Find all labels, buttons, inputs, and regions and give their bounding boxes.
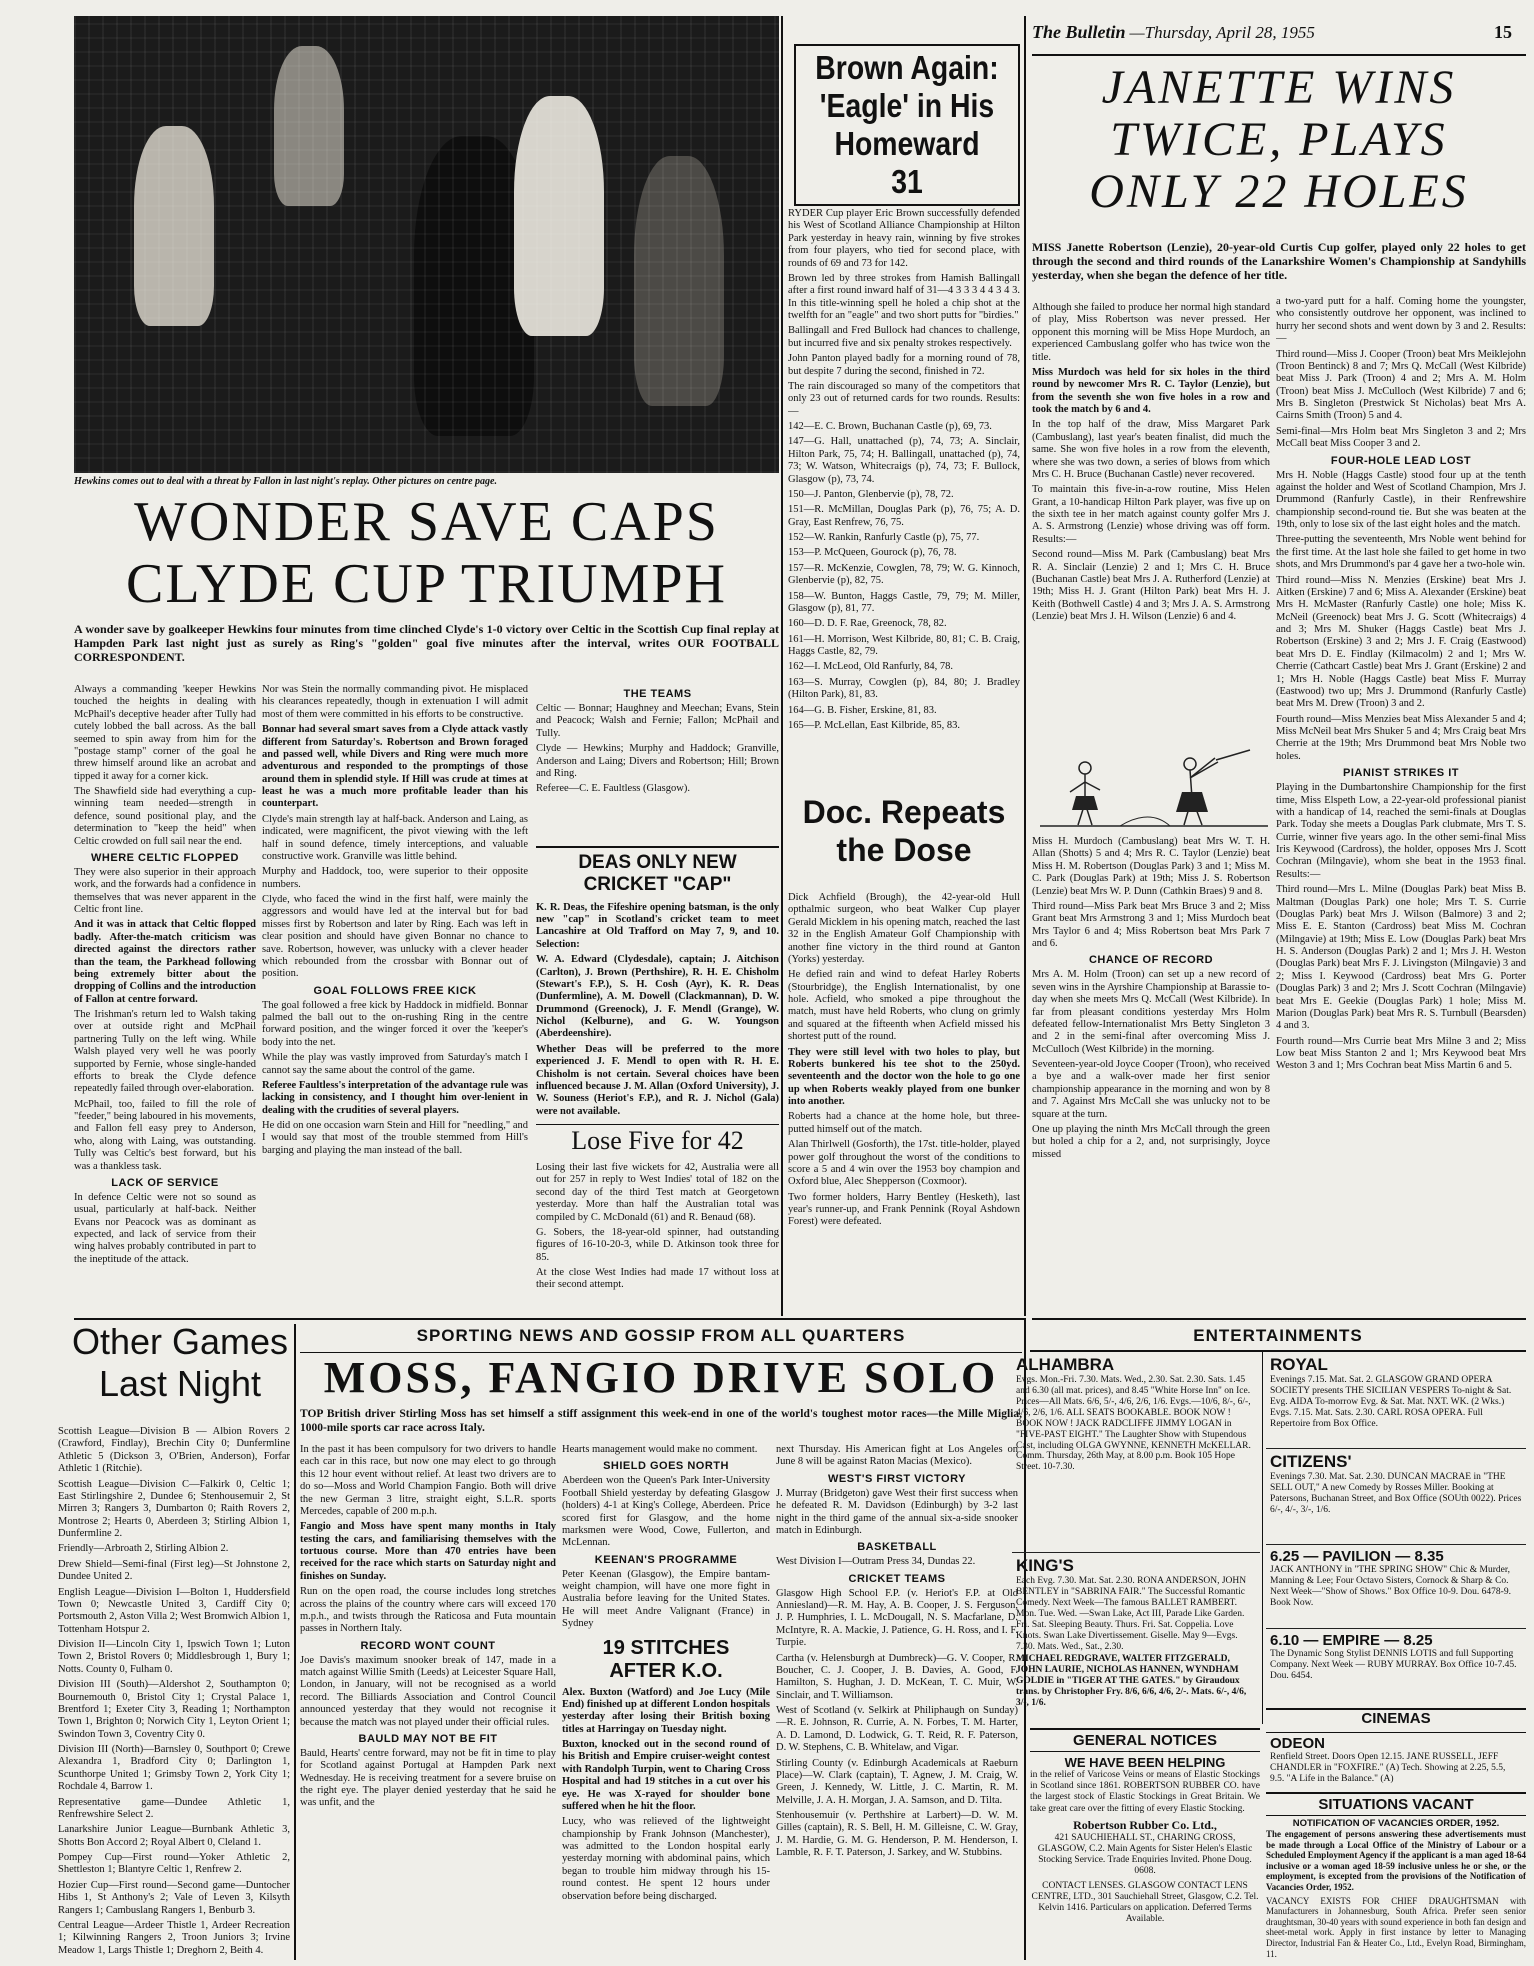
doc-headline-2: the Dose: [836, 832, 972, 868]
result-paragraph: Representative game—Dundee Athletic 1, Renfrewshire Select 2.: [58, 1796, 290, 1820]
paragraph: Roberts had a chance at the home hole, but three-putted himself out of the match.: [788, 1111, 1020, 1135]
teams-clyde: Clyde — Hewkins; Murphy and Haddock; Granville, Anderson and Laing; Divers and Robertson; Hill; Brown and Ring.: [536, 743, 779, 779]
alhambra-ad: [1012, 1352, 1260, 1550]
kings-ad: [1012, 1552, 1260, 1726]
subheading: BASKETBALL: [857, 1541, 937, 1554]
venue-listing: Evenings 7.30. Mat. Sat. 2.30. DUNCAN MACRAE in "THE SELL OUT," A new Comedy by Rosses Miller. Booking at Patersons, Buchanan Street, and Box Office (SOUth 0022). Prices 6/-, 4/-, 3/-, 1/6.: [1270, 1472, 1522, 1515]
paragraph: Whether Deas will be preferred to the more experienced J. F. Mendl to open with R. H. E. Chisholm is not certain. Several choices have been influenced because J. M. Allan (Oxford University), J. W. Souness (Heriot's F.P.), and R. J. Nichol (Gala) were not available.: [536, 1043, 779, 1117]
paragraph: Clyde's main strength lay at half-back. Anderson and Laing, as indicated, were magnificent, the pivot viewing with the left half in sound defence, timely interceptions, and valuable constructive work. Granville was little behind.: [262, 813, 528, 862]
paragraph: The Shawfield side had everything a cup-winning team needed—strength in defence, sound positional play, and the determination to "keep the heid" when Celtic crowded on full sail near the end.: [74, 786, 256, 847]
janette-col-1: [1032, 302, 1270, 747]
paragraph: They were still level with two holes to play, but Roberts bunkered his tee shot to the 250yd. seventeenth and the doctor won the hole to go one up when Roberts weakly played from one bunker into another.: [788, 1046, 1020, 1107]
brown-headline-1: Brown Again:: [815, 49, 999, 86]
venue-listing: Evenings 7.15. Mat. Sat. 2. GLASGOW GRAND OPERA SOCIETY presents THE SICILIAN VESPERS To-night & Sat. Evg. AIDA To-morrow Evg. & Sat. Mat. NXT. WK. (2 Wks.) Evgs. 7.15. Mat. Sats. 2.30. CARL ROSA OPERA. Full Repertoire from Box Office.: [1270, 1375, 1512, 1429]
paragraph: The Irishman's return led to Walsh taking over at outside right and McPhail partnering Tully on the left wing. While Walsh played very well he was poorly supported by Fernie, whose single-handed efforts to break the Clyde defence repeatedly failed through over-elaboration.: [74, 1009, 256, 1095]
paragraph: Two former holders, Harry Bentley (Hesketh), last year's runner-up, and Frank Pennink (Royal Ashdown Forest) were defeated.: [788, 1191, 1020, 1228]
main-story-col-1: [74, 684, 256, 1294]
result-row: 162—I. McLeod, Old Ranfurly, 84, 78.: [788, 661, 953, 673]
teams-celtic: Celtic — Bonnar; Haughney and Meechan; Evans, Stein and Peacock; Walsh and Fernie; Fallon; McPhail and Tully.: [536, 703, 779, 739]
masthead-rule: [1032, 54, 1526, 56]
subheading: BAULD MAY NOT BE FIT: [358, 1732, 498, 1745]
subheading: GOAL FOLLOWS FREE KICK: [313, 984, 477, 997]
column-rule: [294, 1324, 296, 1960]
venue-listing: Evgs. Mon.-Fri. 7.30. Mats. Wed., 2.30. Sat. 2.30. Sats. 1.45 and 6.30 (all mat. prices), and 8.45 "White Horse Inn" on Ice. Prices—All Mats. 6/6, 5/-, 4/6, 2/6, 1/6. Evgs.—10/6, 8/-, 6/-, 4/6, 2/6, 1/6. ALL SEATS BOOKABLE. BOOK NOW ! BOOK NOW ! JACK RADCLIFFE JIMMY LOGAN in "FIVE-PAST EIGHT." The Laughter Show with Stupendous Cast, including OLGA GWYNNE, KENNETH McKELLAR. Comm. Thursday, 26th May, at 8.00 p.m. Book 105 Hope Street. 10-7.30.: [1016, 1375, 1251, 1473]
result-row: 165—P. McLellan, East Kilbride, 85, 83.: [788, 719, 961, 731]
subheading: RECORD WONT COUNT: [360, 1639, 496, 1652]
subheading: FOUR-HOLE LEAD LOST: [1330, 454, 1472, 467]
situations-text: The engagement of persons answering these advertisements must be made through a Local Office of the Ministry of Labour or a Scheduled Employment Agency if the applicant is a man aged 18-64 inclusive or a woman aged 18-59 inclusive unless he or she, or the employment, is excepted from the provisions of the Notification of Vacancies Order, 1952.: [1266, 1829, 1526, 1893]
horizontal-rule: [1032, 1318, 1526, 1320]
subheading: PIANIST STRIKES IT: [1343, 767, 1459, 780]
brown-story: [788, 208, 1020, 790]
goal-net: [74, 16, 779, 473]
paragraph: Brown led by three strokes from Hamish Ballingall after a first round inward half of 31—4 3 3 3 4 4 3 4 3. In this title-winning spell he holed a chip shot at the twelfth for an "eagle" and two short putts for "birdies.": [788, 272, 1020, 321]
other-games-results: [58, 1426, 290, 1960]
paragraph: W. A. Edward (Clydesdale), captain; J. Aitchison (Carlton), J. Brown (Perthshire), R. H. E. Chisholm (Stewart's F.P.), S. H. Cosh (Ayr), K. R. Deas (Dunfermline), A. M. Dowell (Clackmannan), D. W. Drummond (Greenock), J. F. Mendl (Grange), W. Nichol (Kelburne), and G. W. Youngson (Aberdeenshire).: [536, 954, 779, 1040]
result-row: 157—R. McKenzie, Cowglen, 78, 79; W. G. Kinnoch, Glenbervie (p), 82, 75.: [788, 562, 1020, 587]
royal-ad: [1266, 1352, 1526, 1446]
paragraph: Ballingall and Fred Bullock had chances to challenge, but incurred five and six penalty strokes respectively.: [788, 325, 1020, 349]
photo-caption: [74, 476, 779, 490]
doc-headline-1: Doc. Repeats: [802, 796, 1006, 830]
paragraph: K. R. Deas, the Fifeshire opening batsman, is the only new "cap" in Scotland's cricket team to meet Lancashire at Old Trafford on May 7, 9, and 10. Selection:: [536, 901, 779, 950]
stitches-headline-2: AFTER K.O.: [609, 1659, 723, 1682]
lead-text: A wonder save by goalkeeper Hewkins four minutes from time clinched Clyde's 1-0 victory over Celtic in the Scottish Cup final replay at Hampden Park last night just as surely as Ring's "golden" goal five minutes after the interval, writes OUR FOOTBALL CORRESPONDENT.: [74, 622, 779, 665]
general-notices: [1030, 1728, 1260, 1964]
paragraph: Miss H. Murdoch (Cambuslang) beat Mrs W. T. H. Allan (Shotts) 5 and 4; Mrs R. C. Taylor (Lenzie) beat Miss H. M. Robertson (Douglas Park) 3 and 1; Miss M. C. Park (Douglas Park) at 19th; Miss J. S. Robertson (Lenzie) beat Mrs W. P. Dunn (Cathkin Braes) 9 and 8.: [1032, 836, 1270, 897]
paragraph: Playing in the Dumbartonshire Championship for the first time, Miss Elspeth Low, a 22-year-old professional pianist with a handicap of 14, reached the semi-finals at Douglas Park. Today she meets a Douglas Park clubmate, Mrs T. S. Currie, winner five years ago. In the other semi-final Miss Iris Keywood (Cardross), the holder, opposes Mrs J. Scott Cochran (Milngavie), whom she beat in the 1953 final. Results:—: [1276, 782, 1526, 880]
paragraph: Joe Davis's maximum snooker break of 147, made in a match against Willie Smith (Leeds) at Leicester Square Hall, London, in January, will not be recognised as a world record. The Billiards Association and Control Council announced yesterday that they would not recognise it because the match was not played under their official rules.: [300, 1654, 556, 1728]
paragraph: G. Sobers, the 18-year-old spinner, had outstanding figures of 16-10-20-3, while D. Atkinson took three for 85.: [536, 1226, 779, 1263]
issue-date: —Thursday, April 28, 1955: [1129, 23, 1315, 42]
paragraph: Run on the open road, the course includes long stretches across the plains of the country where cars will exceed 170 m.p.h., and twists through the Raticosa and Futa mountain passes in Northern Italy.: [300, 1586, 556, 1635]
janette-headline-2: TWICE, PLAYS: [1110, 113, 1448, 166]
result-paragraph: Friendly—Arbroath 2, Stirling Albion 2.: [58, 1543, 229, 1555]
paragraph: Bonnar had several smart saves from a Clyde attack vastly different from Saturday's. Robertson and Brown foraged and passed well, while Divers and Ring were much more adventurous and responded to the promptings of those around them in splendid style. If Hill was crude at times at least he was a much more profitable leader than his counterpart.: [262, 724, 528, 810]
column-rule: [1024, 16, 1026, 1316]
result-row: 152—W. Rankin, Ranfurly Castle (p), 75, 77.: [788, 532, 980, 543]
main-story-col-2: [262, 684, 528, 1294]
paragraph: In defence Celtic were not so sound as usual, particularly at half-back. Neither Evans nor Peacock was as dominant as expected, and lack of service from their wing halves probably contributed in part to the ineptitude of the attack.: [74, 1191, 256, 1265]
paragraph: In the top half of the draw, Miss Margaret Park (Cambuslang), last year's beaten finalist, did much the same. She won five holes in a row from the eleventh, where she was two down, a series of blows from which Mrs C. H. Bruce (Buchanan Castle) never recovered.: [1032, 419, 1270, 480]
banner-rule: [300, 1352, 1022, 1353]
golfer-illustration: [1040, 748, 1268, 832]
sporting-banner: [300, 1326, 1022, 1350]
venue-listing: Each Evg. 7.30. Mat. Sat. 2.30. RONA ANDERSON, JOHN BENTLEY in "SABRINA FAIR." The Successful Romantic Comedy. Next Week—The famous BALLET RAMBERT. Mon. Tue. Wed. —Swan Lake, Act III, Parade Like Garden. Fri. Sat. Sleeping Beauty. Thurs. Fri. Sat. Coppelia. Love Knots. Swan Lake Divertissement. Giselle. May 9—Evgs. 7.30. Mats. Wed., Sat., 2.30.: [1016, 1576, 1247, 1652]
paragraph: Stirling County (v. Edinburgh Academicals at Raeburn Place)—W. Clark (captain), T. Agnew, J. M. Craig, W. Green, J. Kennedy, W. Little, J. C. Martin, R. M. Melville, J. A. H. Morgan, J. A. Samson, and D. Tilta.: [776, 1757, 1018, 1806]
result-paragraph: Division III (South)—Aldershot 2, Southampton 0; Bournemouth 0, Bristol City 1; Crystal Palace 1, Brentford 1; Exeter City 3, Reading 1; Northampton Town 1, Brighton 0; Norwich City 1, Leyton Orient 1; Swindon Town 3, Coventry City 0.: [58, 1679, 290, 1740]
paragraph: To maintain this five-in-a-row routine, Miss Helen Grant, a 10-handicap Hilton Park player, was five up on the sixth tee in her match against county golfer Mrs J. A. S. Armstrong (Lenzie) whose driving was off form. Results:—: [1032, 484, 1270, 545]
other-games-headline-1: Other Games: [71, 1324, 289, 1362]
venue-listing: The Dynamic Song Stylist DENNIS LOTIS and full Supporting Company. Next Week — RUBY MURRAY. Box Office 10-7.45. Dou. 6454.: [1270, 1649, 1517, 1681]
paragraph: Seventeen-year-old Joyce Cooper (Troon), who received a bye and a walk-over made her first senior championship appearance in the morning and won by 8 and 7. Against Mrs McCall she was unlucky not to be square at the turn.: [1032, 1059, 1270, 1120]
caption-text: Hewkins comes out to deal with a threat by Fallon in last night's replay. Other pictures on centre page.: [74, 476, 497, 487]
company-name: Robertson Rubber Co. Ltd.,: [1073, 1817, 1217, 1832]
subheading: CRICKET TEAMS: [848, 1572, 946, 1585]
result-paragraph: English League—Division I—Bolton 1, Huddersfield Town 0; Newcastle United 3, Cardiff City 0; Portsmouth 2, Aston Villa 2; West Bromwich Albion 1, Tottenham Hotspur 2.: [58, 1586, 290, 1635]
janette-headline-3: ONLY 22 HOLES: [1089, 165, 1469, 218]
paragraph: Cartha (v. Helensburgh at Dumbreck)—G. V. Cooper, R. Boucher, C. J. Cooper, J. B. Davies, A. Good, F. Hamilton, S. Hughan, J. D. McKean, T. C. Muir, W. Sinclair, and T. Williamson.: [776, 1652, 1018, 1701]
lose-five-story: [536, 1128, 779, 1308]
paragraph: McPhail, too, failed to fill the role of "feeder," being laboured in his movements, and Fallon fell easy prey to Anderson, who, along with Laing, was outstanding. Tully was Celtic's best forward, but his was a thankless task.: [74, 1098, 256, 1172]
situations-heading: SITUATIONS VACANT: [1266, 1794, 1526, 1816]
result-row: 151—R. McMillan, Douglas Park (p), 76, 75; A. D. Gray, East Renfrew, 76, 75.: [788, 504, 1020, 528]
subheading: LACK OF SERVICE: [111, 1176, 219, 1189]
paragraph: In the past it has been compulsory for two drivers to handle each car in this race, but now one may elect to go through this 12 hour event without relief. At least two drivers are to do so—Moss and World Champion Fangio. Both will drive the new German 3 litre, straight eight, S.L.R. sports Mercedes, capable of 200 m.p.h.: [300, 1444, 556, 1517]
sporting-col-3: [776, 1444, 1018, 1962]
cinemas-heading: CINEMAS: [1361, 1710, 1431, 1727]
cricket-story: [536, 852, 779, 1122]
paragraph: Aberdeen won the Queen's Park Inter-University Football Shield yesterday by defeating Glasgow (holders) 4-1 at King's College, Aberdeen. Price scored first for Glasgow, and the home marksmen were Wood, Cowe, Fullerton, and McLennan.: [562, 1475, 770, 1549]
result-paragraph: Drew Shield—Semi-final (First leg)—St Johnstone 2, Dundee United 2.: [58, 1558, 290, 1583]
golfer-drawing: [1040, 748, 1268, 832]
referee: Referee—C. E. Faultless (Glasgow).: [536, 783, 690, 795]
brown-headline-3: Homeward 31: [834, 124, 980, 200]
paragraph: Fangio and Moss have spent many months in Italy testing the cars, and familiarising themselves with the tortuous course. More than 470 entries have been received for the race which starts on Saturday night and finishes on Sunday.: [300, 1521, 556, 1582]
result-paragraph: Division III (North)—Barnsley 0, Southport 0; Crewe Alexandra 1, Bradford City 0; Darlington 1, Scunthorpe United 1; Grimsby Town 2, York City 1; Rochdale 4, Barrow 1.: [58, 1744, 290, 1793]
paragraph: next Thursday. His American fight at Los Angeles on June 8 will be against Raton Macias (Mexico).: [776, 1444, 1018, 1468]
general-notices-heading: GENERAL NOTICES: [1030, 1730, 1260, 1752]
contact-lenses-notice: CONTACT LENSES. GLASGOW CONTACT LENS CENTRE, LTD., 301 Sauchiehall Street, Glasgow, C.2. Tel. Kelvin 1416. Particulars on application. Deferred Terms Available.: [1031, 1880, 1259, 1925]
main-story-col-3: [536, 684, 779, 834]
janette-col-2: [1276, 296, 1526, 1318]
venue-name: 6.25 — PAVILION — 8.35: [1270, 1548, 1444, 1565]
match-photo: [74, 16, 779, 473]
page-number: 15: [1494, 22, 1512, 42]
odeon-ad: [1266, 1732, 1526, 1790]
situations-vacant: [1266, 1792, 1526, 1964]
result-paragraph: Central League—Ardeer Thistle 1, Ardeer Recreation 1; Kilwinning Rangers 2, Troon Juniors 3; Irvine Meadow 1, Largs Thistle 1; Dreghorn 2, Beith 4.: [58, 1919, 290, 1956]
paragraph: Peter Keenan (Glasgow), the Empire bantam-weight champion, will have one more fight in Australia before leaving for the United States. He will meet Andre Valignant (France) in Sydney: [562, 1568, 770, 1630]
result-paragraph: Lanarkshire Junior League—Burnbank Athletic 3, Shotts Bon Accord 2; Royal Albert 0, Cleland 1.: [58, 1824, 290, 1848]
moss-lead: [300, 1408, 1022, 1442]
paragraph: Clyde, who faced the wind in the first half, were mainly the aggressors and would have led at the interval but for bad misses first by Robertson and later by Ring. Each was left in clear position and should have given Bonnar no chance to save. Robertson, however, was unlucky with a clever header which rebounded from the crossbar with Bonnar out of position.: [262, 894, 528, 980]
paragraph: Mrs A. M. Holm (Troon) can set up a new record of seven wins in the Ayrshire Championship at Barassie to-day when she meets Mrs Q. McCall (West Kilbride). In far from pleasant conditions yesterday Mrs Holm defeated fellow-Internationalist Mrs Betty Singleton 3 and 2 in the semi-final after overcoming Miss J. McCulloch (West Kilbride) in the morning.: [1032, 969, 1270, 1055]
cricket-box-rule-top: [536, 846, 779, 848]
venue-name: CITIZENS': [1270, 1452, 1352, 1471]
venue-listing: JACK ANTHONY in "THE SPRING SHOW" Chic & Murder, Manning & Lee; Four Octavo Sisters, Cornock & Sharp & Co. Next Week—"Show of Shows." Box Office 10-9. Dou. 6478-9. Book Now.: [1270, 1565, 1511, 1608]
column-rule: [781, 16, 783, 1316]
paragraph: Third round—Miss Park beat Mrs Bruce 3 and 2; Miss Grant beat Mrs Armstrong 3 and 1; Miss Murdoch beat Mrs Taylor 6 and 4; Miss Robertson beat Mrs Park 7 and 6.: [1032, 900, 1270, 949]
sporting-col-1: [300, 1444, 556, 1962]
doc-story: [788, 892, 1020, 1314]
result-paragraph: Pompey Cup—First round—Yoker Athletic 2, Shettleston 1; Blantyre Celtic 1, Renfrew 2.: [58, 1852, 290, 1876]
result-row: 164—G. B. Fisher, Erskine, 81, 83.: [788, 704, 937, 716]
paragraph: Third round—Miss N. Menzies (Erskine) beat Mrs J. Aitken (Erskine) 7 and 6; Miss A. Alexander (Erskine) beat Mrs H. McMaster (Ranfurly Castle) one hole; Miss K. McNeil (Greenock) beat Mrs J. G. Scott (Whitecraigs) 4 and 3; Mrs M. Shuker (Haggs Castle) beat Mrs J. Robertson (Erskine) 3 and 2; Mrs J. F. Craig (Eastwood) beat Mrs D. E. Findlay (Kilmacolm) 2 and 1; Mrs W. Cherrie (Cathcart Castle) beat Mrs J. Grant (Erskine) 2 and 1; Mrs H. Noble (Haggs Castle) beat Miss F. Murray (Eastwood) two up; Mrs J. Drummond (Ranfurly Castle) beat Mrs M. Drew (Troon) 3 and 2.: [1276, 574, 1526, 710]
banner-text: SPORTING NEWS AND GOSSIP FROM ALL QUARTERS: [416, 1326, 906, 1345]
paragraph: Third round—Miss J. Cooper (Troon) beat Mrs Meiklejohn (Troon Bentinck) 8 and 7; Mrs Q. McCall (West Kilbride) beat Miss J. Park (Troon) 4 and 2; Mrs A. M. Holm (Troon) beat Miss J. McCulloch (West Kilbride) 7 and 6; Mrs B. Singleton (Prestwick St Nicholas) beat Mrs A. Cairns Smith (Troon) 5 and 4.: [1276, 348, 1526, 422]
paragraph: RYDER Cup player Eric Brown successfully defended his West of Scotland Alliance Championship at Hilton Park yesterday in heavy rain, winning by five strokes from four players, who tied for second place, with rounds of 69 and 73 for 142.: [788, 208, 1020, 269]
paragraph: Hearts management would make no comment.: [562, 1444, 758, 1455]
paragraph: Alan Thirlwell (Gosforth), the 17st. title-holder, played power golf throughout the worst of the conditions to score a 5 and 4 win over the 1953 boy champion and Oxford blue, Alec Shepperson (Coxmoor).: [788, 1139, 1020, 1188]
venue-name: KING'S: [1016, 1556, 1074, 1575]
paragraph: And it was in attack that Celtic flopped badly. After-the-match criticism was directed against the directors rather than the team, the Parkhead following being extremely bitter about the dropping of Collins and the introduction of Fallon at centre forward.: [74, 919, 256, 1005]
janette-col-1b: [1032, 836, 1270, 1318]
paragraph: Second round—Miss M. Park (Cambuslang) beat Mrs R. A. Sinclair (Lenzie) 2 and 1; Mrs C. H. Bruce (Buchanan Castle) beat Mrs J. A. Rutherford (Lenzie) at 19th; Miss H. J. Grant (Hilton Park) beat Mrs H. J. Keith (Bothwell Castle) 4 and 3; Mrs J. A. S. Armstrong (Lenzie) beat Mrs J. H. Wilson (Lenzie) 6 and 4.: [1032, 549, 1270, 622]
paragraph: Losing their last five wickets for 42, Australia were all out for 257 in reply to West Indies' total of 182 on the second day of the third Test match at Georgetown yesterday. More than half the Australian total was compiled by C. McDonald (61) and R. Benaud (68).: [536, 1162, 779, 1223]
sporting-col-2: [562, 1444, 770, 1962]
subheading: KEENAN'S PROGRAMME: [594, 1553, 738, 1566]
headline-line-2: CLYDE CUP TRIUMPH: [126, 553, 727, 615]
paragraph: a two-yard putt for a half. Coming home the youngster, who consistently outdrove her opponent, was inclined to hurry her second shots and went down by 3 and 2. Results:—: [1276, 296, 1526, 345]
cinemas-title: [1266, 1708, 1526, 1733]
paragraph: Third round—Mrs L. Milne (Douglas Park) beat Miss B. Maltman (Douglas Park) one hole; Mrs T. S. Currie (Douglas Park) beat Mrs J. Wilson (Balmore) 3 and 2; Miss E. E. Stanton (Cardross) beat Miss M. Cochran (Milngavie) at 19th; Miss E. Low (Douglas Park) beat Mrs H. S. Anderson (Douglas Park) 2 and 1; Mrs J. H. Weston (Douglas Park) beat Mrs F. J. Livingston (Milngavie) 3 and 2; Miss I. Keywood (Cardross) beat Mrs G. Porter (Douglas Park) 3 and 2; Mrs J. Scott Cochran (Milngavie) beat Mrs E. Geekie (Douglas Park) 1 hole; Miss M. Marion (Douglas Park) beat Mrs R. S. Turnbull (Bearsden) 4 and 3.: [1276, 884, 1526, 1032]
paragraph: Fourth round—Mrs Currie beat Mrs Milne 3 and 2; Miss Low beat Miss Stanton 2 and 1; Mrs Keywood beat Mrs Weston 3 and 1; Mrs Cochran beat Miss Martin 6 and 5.: [1276, 1035, 1526, 1072]
paragraph: J. Murray (Bridgeton) gave West their first success when he defeated R. M. Davidson (Edinburgh) by 3-2 last night in the third game of the annual six-a-side snooker match in Edinburgh.: [776, 1487, 1018, 1536]
paragraph: Buxton, knocked out in the second round of his British and Empire cruiser-weight contest with Randolph Turpin, went to Charing Cross Hospital and had 19 stitches in a cut over his eye. He was X-rayed for shoulder bone suffered when he hit the floor.: [562, 1739, 770, 1812]
paragraph: One up playing the ninth Mrs McCall through the green but holed a chip for a 2, and, not surprisingly, Joyce missed: [1032, 1123, 1270, 1160]
paragraph: West Division I—Outram Press 34, Dundas 22.: [776, 1556, 976, 1568]
paragraph: Murphy and Haddock, too, were superior to their opposite numbers.: [262, 866, 528, 890]
vacancy-text: VACANCY EXISTS FOR CHIEF DRAUGHTSMAN with Manufacturers in Johannesburg, South Africa. Prefer seen senior draughtsman, 30-40 years with sound experience in both fan design and sheet-metal work. Apply in first instance by letter to Managing Director, Industrial Fan & Heater Co., Ltd., Evelyn Road, Birmingham, 11.: [1266, 1895, 1526, 1959]
headline-line-1: WONDER SAVE CAPS: [134, 494, 719, 553]
helping-heading: WE HAVE BEEN HELPING: [1064, 1755, 1226, 1770]
cricket-box-rule-bottom: [536, 1124, 779, 1125]
masthead: [1032, 22, 1526, 52]
main-lead: [74, 622, 779, 682]
paragraph: Mrs H. Noble (Haggs Castle) stood four up at the tenth against the holder and West of Scotland Champion, Mrs J. Drummond (Ranfurly Castle), in their Renfrewshire championship second-round tie. But she was beaten at the 19th, only to lose six of the last eight holes and the match.: [1276, 469, 1526, 530]
result-row: 158—W. Bunton, Haggs Castle, 79, 79; M. Miller, Glasgow (p), 81, 77.: [788, 590, 1020, 614]
venue-name: ALHAMBRA: [1016, 1355, 1115, 1374]
result-row: 160—D. D. F. Rae, Greenock, 78, 82.: [788, 618, 947, 630]
lead-text: MISS Janette Robertson (Lenzie), 20-year-old Curtis Cup golfer, played only 22 holes to get through the second and third rounds of the Lanarkshire Women's Championship at Sandyhills yesterday, when she began the defence of her title.: [1032, 240, 1526, 283]
result-row: 142—E. C. Brown, Buchanan Castle (p), 69, 73.: [788, 421, 992, 432]
paragraph: Alex. Buxton (Watford) and Joe Lucy (Mile End) finished up at different London hospitals yesterday after losing their British boxing titles at Harringay on Tuesday night.: [562, 1686, 770, 1735]
result-row: 163—S. Murray, Cowglen (p), 84, 80; J. Bradley (Hilton Park), 81, 83.: [788, 676, 1020, 701]
paper-name: The Bulletin: [1032, 22, 1126, 42]
venue-name: ODEON: [1270, 1735, 1326, 1752]
paragraph: The rain discouraged so many of the competitors that only 23 out of returned cards for two rounds. Results:—: [788, 380, 1020, 417]
brown-headline-2: 'Eagle' in His: [819, 86, 995, 124]
paragraph: Although she failed to produce her normal high standard of play, Miss Robertson was never pressed. Her opponent this morning will be Miss Hope Murdoch, an experienced Cambuslang golfer who has twice won the title.: [1032, 302, 1270, 363]
doc-headline: [788, 796, 1020, 888]
moss-headline-text: MOSS, FANGIO DRIVE SOLO: [323, 1356, 999, 1402]
paragraph: Referee Faultless's interpretation of the advantage rule was lacking in consistency, and I thought him over-lenient in dealing with the crudities of several players.: [262, 1079, 528, 1116]
lose-five-headline: Lose Five for 42: [571, 1128, 744, 1155]
paragraph: Fourth round—Miss Menzies beat Miss Alexander 5 and 4; Miss McNeil beat Mrs Shuker 5 and 4; Mrs Craig beat Mrs Cherrie at the 19th; Mrs Drummond beat Mrs Noble two holes.: [1276, 713, 1526, 762]
venue-listing: Renfield Street. Doors Open 12.15. JANE RUSSELL, JEFF CHANDLER in "FOXFIRE." (A) Tech. Showing at 2.25, 5.5, 9.5. "A Life in the Balance." (A): [1270, 1752, 1506, 1784]
horizontal-rule: [74, 1318, 1026, 1320]
paragraph: At the close West Indies had made 17 without loss at their second attempt.: [536, 1267, 779, 1291]
other-games-headline: [60, 1324, 300, 1422]
venue-name: 6.10 — EMPIRE — 8.25: [1270, 1632, 1433, 1649]
main-headline: [74, 494, 779, 622]
result-paragraph: Scottish League—Division C—Falkirk 0, Celtic 1; East Stirlingshire 2, Dundee 6; Stenhousemuir 2, St Mirren 3; Rangers 3, Dumbarton 0; Raith Rovers 2, Montrose 2; Hearts 0, Aberdeen 3; Stirling Albion 1, Dunfermline 2.: [58, 1478, 290, 1539]
citizens-ad: [1266, 1448, 1526, 1542]
stitches-headline-1: 19 STITCHES: [602, 1636, 730, 1659]
empire-ad: [1266, 1628, 1526, 1706]
company-address: 421 SAUCHIEHALL ST., CHARING CROSS, GLASGOW, C.2. Main Agents for Sister Helen's Elastic Stocking Service. Trade Enquiries Invited. Phone Doug. 0608.: [1037, 1832, 1253, 1877]
subheading: WHERE CELTIC FLOPPED: [91, 851, 239, 864]
paragraph: He defied rain and wind to defeat Harley Roberts (Stourbridge), the English Internationalist, by one hole. Acfield, who smoked a pipe throughout the match, must have held Roberts, who clung on grimly and squared at the fifteenth when Acfield missed his shortest putt of the round.: [788, 969, 1020, 1043]
paragraph: West of Scotland (v. Selkirk at Philiphaugh on Sunday)—R. E. Johnson, R. Currie, A. N. Forbes, T. M. Harter, A. D. Lamond, D. Lodwick, G. T. Reid, R. F. Paterson, D. W. Stephens, C. B. Whitelaw, and Vigar.: [776, 1705, 1018, 1754]
result-paragraph: Scottish League—Division B — Albion Rovers 2 (Crawford, Findlay), Brechin City 0; Dunfermline Athletic 5 (Dickson 3, O'Brien, Anderson), Forfar Athletic 1 (Ritchie).: [58, 1426, 290, 1475]
paragraph: John Panton played badly for a morning round of 78, but despite 7 during the second, finished in 72.: [788, 353, 1020, 377]
result-row: 147—G. Hall, unattached (p), 74, 73; A. Sinclair, Hilton Park, 75, 74; H. Ballingall, unattached (p), 74, 73; W. Watson, Whitecraigs (p), 74, 73; F. Bullock, Glasgow (p), 73, 74.: [788, 436, 1020, 485]
situations-notice: NOTIFICATION OF VACANCIES ORDER, 1952.: [1292, 1818, 1500, 1829]
entertainments-title: [1030, 1326, 1526, 1350]
result-row: 150—J. Panton, Glenbervie (p), 78, 72.: [788, 488, 954, 500]
ad-divider: [1262, 1352, 1263, 1724]
result-row: 153—P. McQueen, Gourock (p), 76, 78.: [788, 547, 957, 559]
paragraph: Three-putting the seventeenth, Mrs Noble went behind for the first time. At the last hole she failed to get home in two shots, and Mrs Drummond's par 4 gave her a two-hole win.: [1276, 534, 1526, 571]
entertainments-heading: ENTERTAINMENTS: [1193, 1326, 1363, 1345]
subheading: CHANCE OF RECORD: [1088, 954, 1214, 967]
paragraph: They were also superior in their approach work, and the forwards had a confidence in themselves that was never apparent in the Celtic front line.: [74, 866, 256, 915]
paragraph: He did on one occasion warn Stein and Hill for "needling," and I would say that most of the trouble stemmed from Hill's barging and playing the man instead of the ball.: [262, 1120, 528, 1156]
venue-name: ROYAL: [1270, 1355, 1328, 1374]
pavilion-ad: [1266, 1544, 1526, 1626]
brown-headline-box: [794, 44, 1020, 206]
result-paragraph: Hozier Cup—First round—Second game—Duntocher Hibs 1, St Anthony's 2; Vale of Leven 3, Kilsyth Rangers 1; Cambuslang Rangers 1, Benburb 3.: [58, 1879, 290, 1916]
janette-lead: [1032, 240, 1526, 300]
subheading: WEST'S FIRST VICTORY: [828, 1472, 966, 1485]
subheading: THE TEAMS: [623, 688, 692, 700]
paragraph: Stenhousemuir (v. Perthshire at Larbert)—D. W. M. Gilles (captain), R. S. Bell, H. M. Gilleisne, C. W. Gray, J. M. Hardie, G. M. G. Henderson, P. M. Henderson, I. Lamble, R. F. T. Paterson, J. Sarkey, and W. Stubbins.: [776, 1810, 1018, 1859]
paragraph: Dick Achfield (Brough), the 42-year-old Hull opthalmic surgeon, who beat Walker Cup player Gerald Micklem in his opening match, reached the last 32 in the English Amateur Golf Championship with another fine victory in the third round at Ganton (Yorks) yesterday.: [788, 892, 1020, 965]
paragraph: Bauld, Hearts' centre forward, may not be fit in time to play for Scotland against Portugal at Hampden Park next Wednesday. He is receiving treatment for a severe bruise on the right eye. The player denied yesterday that he said he was unfit, and the: [300, 1747, 556, 1809]
notice-text: in the relief of Varicose Veins or means of Elastic Stockings in Scotland since 1861. ROBERTSON RUBBER CO. have the largest stock of Elastic Stockings in Great Britain. We take great care over the fitting of every Elastic Stocking.: [1030, 1770, 1260, 1814]
cricket-headline: DEAS ONLY NEW CRICKET "CAP": [578, 852, 737, 895]
paragraph: Semi-final—Mrs Holm beat Mrs Singleton 3 and 2; Mrs McCall beat Miss Cooper 3 and 2.: [1276, 425, 1526, 450]
subheading: SHIELD GOES NORTH: [603, 1460, 729, 1473]
paragraph: Lucy, who was relieved of the lightweight championship by Frank Johnson (Manchester), was admitted to the London hospital early yesterday morning with abdominal pains, which began to trouble him midway through his 15-round contest. He spent 12 hours under observation before being discharged.: [562, 1816, 770, 1902]
paragraph: The goal followed a free kick by Haddock in midfield. Bonnar palmed the ball out to the on-rushing Ring in the centre forward position, and the winger forced it over the 'keeper's body into the net.: [262, 999, 528, 1048]
other-games-headline-2: Last Night: [98, 1363, 262, 1404]
venue-bill: MICHAEL REDGRAVE, WALTER FITZGERALD, JOHN LAURIE, NICHOLAS HANNEN, WYNDHAM GOLDIE in "TIGER AT THE GATES." by Giraudoux trans. by Christopher Fry. 8/6, 6/6, 4/6, 2/-. Mats. 6/-, 4/6, 3/-, 1/6.: [1016, 1654, 1247, 1709]
paragraph: Always a commanding 'keeper Hewkins touched the heights in dealing with McPhail's deceptive header after Tully had cutely lobbed the ball across. As the ball seemed to spin away from him for the "postage stamp" corner of the goal he threw himself around like an acrobat and tipped it away for a corner kick.: [74, 684, 256, 782]
paragraph: Miss Murdoch was held for six holes in the third round by newcomer Mrs R. C. Taylor (Lenzie), but from the seventh she won five holes in a row and took the match by 6 and 4.: [1032, 366, 1270, 415]
paragraph: While the play was vastly improved from Saturday's match I cannot say the same about the control of the game.: [262, 1052, 528, 1076]
paragraph: Nor was Stein the normally commanding pivot. He misplaced his clearances repeatedly, though in extenuation I will admit most of them were committed in his efforts to be constructive.: [262, 684, 528, 720]
paragraph: Glasgow High School F.P. (v. Heriot's F.P. at Old Anniesland)—R. M. Hay, A. B. Cooper, J. S. Ferguson, J. P. Humphries, I. L. McDougall, N. S. Macfarlane, D. McIntyre, R. A. Mackie, J. Patience, G. H. Ross, and I. F. Turpie.: [776, 1587, 1018, 1649]
moss-headline: [300, 1356, 1022, 1406]
janette-headline-1: JANETTE WINS: [1101, 64, 1457, 114]
janette-headline: [1032, 64, 1526, 234]
result-row: 161—H. Morrison, West Kilbride, 80, 81; C. B. Craig, Haggs Castle, 82, 79.: [788, 633, 1020, 657]
result-paragraph: Division II—Lincoln City 1, Ipswich Town 1; Luton Town 2, Bristol Rovers 0; Middlesbrough 1, Bury 1; Notts. County 0, Fulham 0.: [58, 1639, 290, 1675]
lead-text: TOP British driver Stirling Moss has set himself a stiff assignment this week-end in one of the world's toughest motor races—the Mille Miglia, 1000-mile sports car race across Italy.: [300, 1408, 1022, 1434]
